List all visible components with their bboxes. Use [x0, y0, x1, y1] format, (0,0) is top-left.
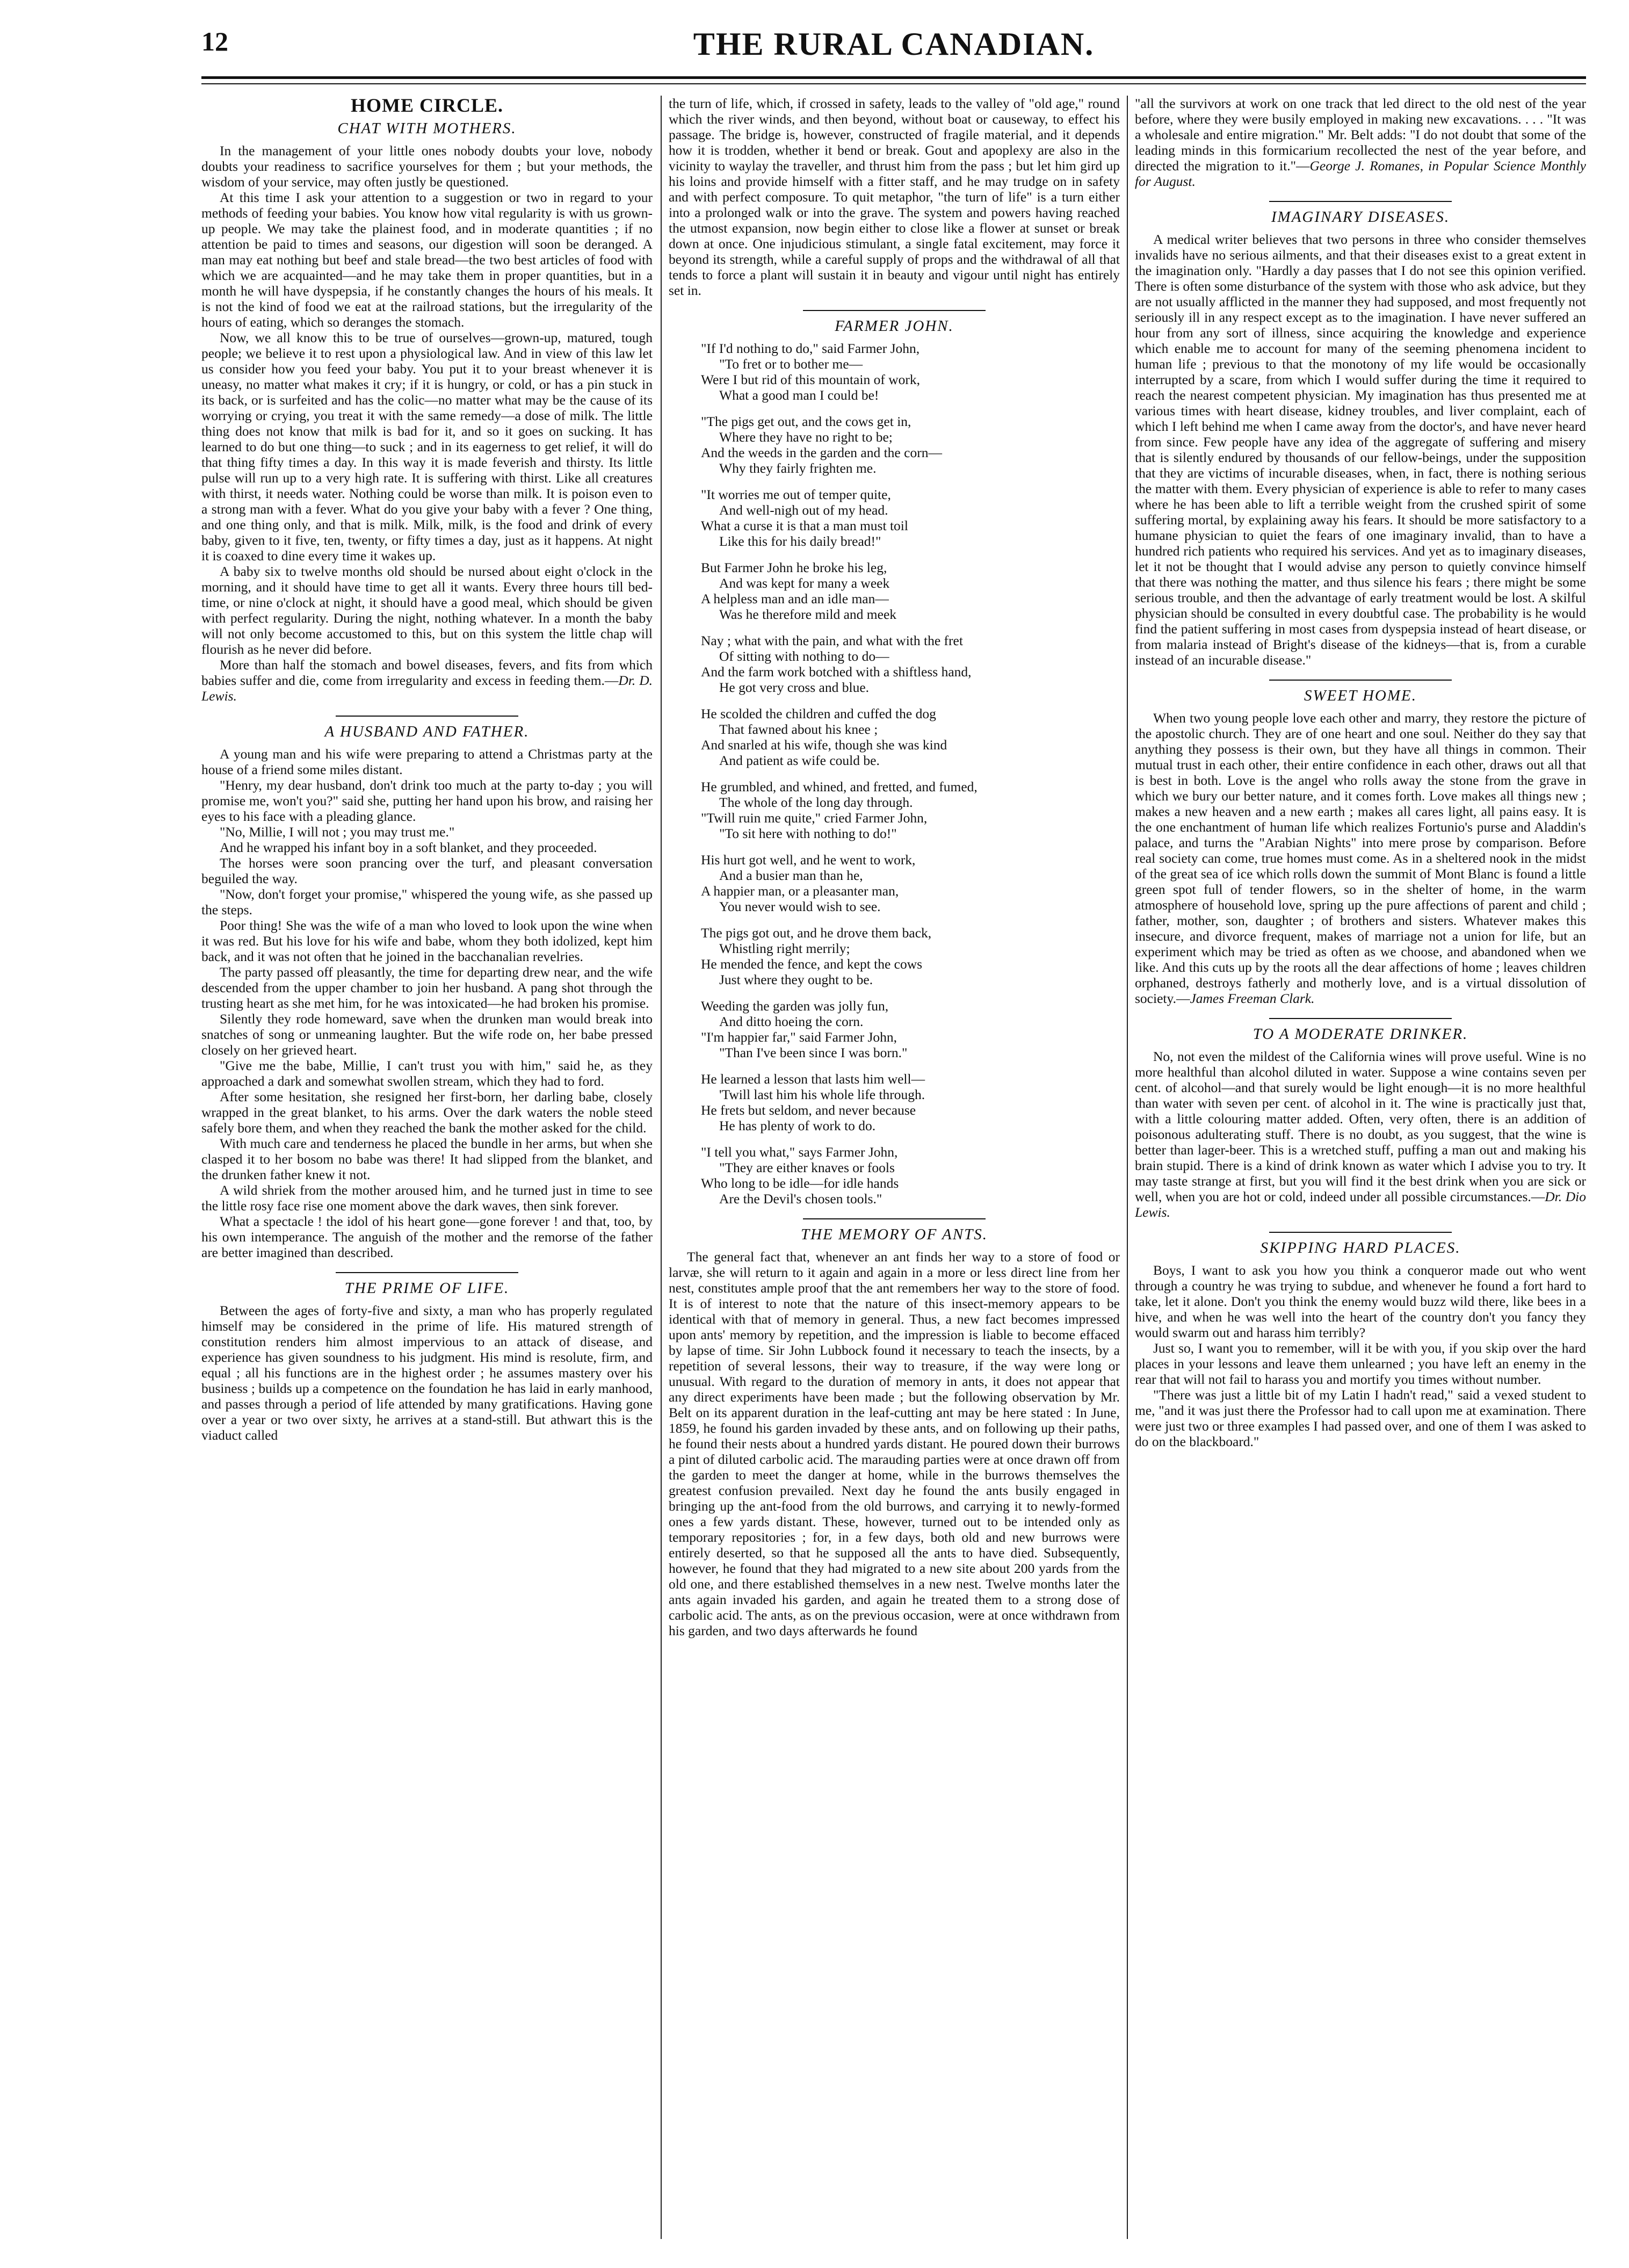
poem-line: The pigs got out, and he drove them back, [701, 925, 932, 941]
poem-stanza [701, 487, 1120, 549]
paragraph-text: More than half the stomach and bowel diseases, fevers, and fits from which babies suffer and die, come from irregularity and excess in feeding them.— [201, 657, 653, 688]
poem-line: And the farm work botched with a shiftless hand, [701, 664, 972, 680]
poem-line: "It worries me out of temper quite, [701, 487, 891, 502]
paragraph: Silently they rode homeward, save when the drunken man would break into snatches of song or unmeaning laughter. But the wife rode on, her babe pressed closely on her grieved heart. [201, 1011, 653, 1058]
paragraph: What a spectacle ! the idol of his heart gone—gone forever ! and that, too, by his own intemperance. The anguish of the mother and the remorse of the father are better imagined than described. [201, 1214, 653, 1260]
poem-line: Just where they ought to be. [719, 972, 873, 987]
article-title: CHAT WITH MOTHERS. [337, 120, 517, 137]
poem-line: A happier man, or a pleasanter man, [701, 883, 899, 899]
poem-line: Was he therefore mild and meek [719, 606, 897, 622]
poem-stanza [701, 414, 1120, 476]
article-divider [1269, 680, 1452, 681]
paragraph: With much care and tenderness he placed the bundle in her arms, but when she clasped it to her bosom no babe was there! It had slipped from the blanket, and the drunken father knew it not. [201, 1136, 653, 1182]
paragraph: And he wrapped his infant boy in a soft blanket, and they proceeded. [220, 840, 597, 855]
byline: George J. Romanes, in Popular Science Monthly for August. [1135, 158, 1586, 189]
article-divider [803, 1218, 986, 1219]
poem-line: You never would wish to see. [719, 899, 881, 914]
poem-line: And ditto hoeing the corn. [719, 1014, 864, 1029]
paragraph: Now, we all know this to be true of ourselves—grown-up, matured, tough people; we believe it to rest upon a physiological law. And in view of this law let us consider how you feed your baby. You put it to your breast whenever it is uneasy, no matter what makes it cry; if it is hungry, or cold, or has a pin stuck in its back, or is surfeited and has the colic—no matter what may be the cause of its worrying or crying, you treat it with the same remedy—a dose of milk. The little thing does not know that milk is bad for it, and so it goes on sucking. It has learned to do but one thing—to suck ; and in its eagerness to get relief, it will do that thing fifty times a day. In this way it is made feverish and thirsty. Its little pulse will run up to a very high rate. It is suffering with thirst. Like all creatures with thirst, it needs water. Nothing could be worse than milk. It is poison even to a strong man with a fever. What do you give your baby with a fever ? One thing, and one thing only, and that is milk. Milk, milk, is the food and drink of every baby, given to it five, ten, twenty, or fifty times a day, just as it happens. At night it is coaxed to dine every time it wakes up. [201, 330, 653, 564]
poem-line: Are the Devil's chosen tools." [719, 1191, 882, 1207]
poem-line: But Farmer John he broke his leg, [701, 560, 887, 575]
paragraph [1135, 710, 1586, 1006]
paragraph: The party passed off pleasantly, the time for departing drew near, and the wife descended from the upper chamber to join her husband. A pang shot through the trusting heart as she met him, for he was intoxicated—he had broken his promise. [201, 964, 653, 1011]
column-1 [201, 96, 653, 2239]
poem-line: He has plenty of work to do. [719, 1118, 876, 1133]
article-divider [336, 716, 518, 717]
poem-line: "To fret or to bother me— [719, 356, 863, 372]
paragraph: "Give me the babe, Millie, I can't trust you with him," said he, as they approached a dark and somewhat swollen stream, which they had to ford. [201, 1058, 653, 1089]
paragraph: Poor thing! She was the wife of a man who loved to look upon the wine when it was red. But his love for his wife and babe, whom they both idolized, kept him back, and it was not often that he joined in the bacchanalian revelries. [201, 918, 653, 964]
poem-stanza [701, 560, 1120, 622]
article-divider [1269, 1018, 1452, 1019]
poem-line: What a good man I could be! [719, 387, 879, 403]
paragraph-continued: the turn of life, which, if crossed in safety, leads to the valley of "old age," round which the river winds, and then beyond, without boat or causeway, to effect his passage. The bridge is, however, constructed of fragile material, and it depends how it is trodden, whether it bend or break. Gout and apoplexy are also in the vicinity to waylay the traveller, and thrust him from the pass ; but let him gird up his loins and provide himself with a fitter staff, and he may trudge on in safety and with perfect composure. To quit metaphor, "the turn of life" is a turn either into a prolonged walk or into the grave. The system and powers having reached the utmost expansion, now begin either to close like a flower at sunset or break down at once. One injudicious stimulant, a single fatal excitement, may force it beyond its strength, while a careful supply of props and the withdrawal of all that tends to force a plant will sustain it in beauty and vigour until night has entirely set in. [669, 96, 1120, 298]
poem-line: Weeding the garden was jolly fun, [701, 998, 889, 1014]
paragraph: The horses were soon prancing over the turf, and pleasant conversation beguiled the way. [201, 855, 653, 886]
poem-line: His hurt got well, and he went to work, [701, 852, 916, 868]
article-title: TO A MODERATE DRINKER. [1252, 1025, 1468, 1043]
paragraph: Between the ages of forty-five and sixty, a man who has properly regulated himself may be considered in the prime of life. His matured strength of constitution renders him almost impervious to an attack of disease, and experience has given soundness to his judgment. His mind is resolute, firm, and equal ; all his functions are in the highest order ; he assumes mastery over his business ; builds up a competence on the foundation he has laid in early manhood, and passes through a period of life attended by many gratifications. Having gone over a year or two over sixty, he arrives at a stand-still. But athwart this is the viaduct called [201, 1303, 653, 1443]
paragraph: "Now, don't forget your promise," whispered the young wife, as she passed up the steps. [201, 886, 653, 918]
poem-line: And patient as wife could be. [719, 753, 880, 768]
poem-line: And a busier man than he, [719, 868, 863, 883]
header-rule-thick [201, 76, 1586, 79]
paragraph: "Henry, my dear husband, don't drink too much at the party to-day ; you will promise me, won't you?" said she, putting her hand upon his brow, and raising her eyes to his face with a pleading glance. [201, 777, 653, 824]
byline: Dr. D. Lewis. [201, 673, 653, 704]
paragraph: "No, Millie, I will not ; you may trust me." [220, 824, 455, 840]
poem-line: He frets but seldom, and never because [701, 1102, 916, 1118]
poem-line: Where they have no right to be; [719, 429, 893, 445]
article-title: SKIPPING HARD PLACES. [1260, 1239, 1461, 1256]
poem-line: "To sit here with nothing to do!" [719, 826, 897, 841]
paragraph: "There was just a little bit of my Latin I hadn't read," said a vexed student to me, "and it was just there the Professor had to call upon me at examination. There were just two or three examples I had passed over, and one of them I was asked to do on the blackboard." [1135, 1387, 1586, 1449]
paragraph: A baby six to twelve months old should be nursed about eight o'clock in the morning, and it should have time to get all it wants. Every three hours till bed-time, or nine o'clock at night, it should have a good meal, which should be given with perfect regularity. During the night, nothing whatever. In a month the baby will not only become accustomed to this, but on this system the little chap will flourish as he never did before. [201, 564, 653, 657]
article-title: THE PRIME OF LIFE. [344, 1280, 510, 1297]
poem-line: And the weeds in the garden and the corn— [701, 445, 942, 460]
paragraph [201, 657, 653, 704]
header-rule-thin [201, 83, 1586, 84]
poem-stanza [701, 706, 1120, 768]
poem-line: "Twill ruin me quite," cried Farmer John, [701, 810, 928, 826]
poem-line: Whistling right merrily; [719, 941, 850, 956]
poem-stanza [701, 925, 1120, 987]
paragraph-continued [1135, 96, 1586, 189]
poem-line: Who long to be idle—for idle hands [701, 1175, 899, 1191]
masthead-title: THE RURAL CANADIAN. [693, 26, 1095, 62]
paragraph-text: No, not even the mildest of the California wines will prove useful. Wine is no more healthful than alcohol diluted in water. Suppose a wine contains seven per cent. of alcohol—and that surely would be light enough—it is no more healthful than water with seven per cent. of alcohol in it. The wine is practically just that, with a little colouring matter added. Often, very often, there is an addition of poisonous adulterating stuff. There is no doubt, as you suggest, that the wine is better than lager-beer. This is a wretched stuff, puffing a man out and making his brain stupid. There is a kind of drink known as water which I advise you to try. It may taste strange at first, but you will find it the best drink when you are sick or well, when you are hot or cold, indeed under all possible circumstances.— [1135, 1049, 1586, 1204]
poem-stanza [701, 852, 1120, 914]
poem-stanza [701, 998, 1120, 1060]
poem-stanza [701, 341, 1120, 403]
poem-line: The whole of the long day through. [719, 794, 913, 810]
poem-line: What a curse it is that a man must toil [701, 518, 908, 533]
poem-line: Were I but rid of this mountain of work, [701, 372, 920, 387]
paragraph: At this time I ask your attention to a suggestion or two in regard to your methods of feeding your babies. You know how vital regularity is with us grown-up people. We may take the plainest food, and in moderate quantities ; if no attention be paid to times and seasons, our digestion will soon be deranged. A man may eat nothing but beef and stale bread—the two best articles of food with which we are acquainted—and he may take them in proper quantities, but in a month he will have dyspepsia, if he constantly changes the hours of his meals. It is not the kind of food we eat at the railroad stations, but the irregularity of the hours of eating, which so deranges the stomach. [201, 190, 653, 330]
poem-line: And well-nigh out of my head. [719, 502, 888, 518]
poem-line: A helpless man and an idle man— [701, 591, 889, 606]
article-title: A HUSBAND AND FATHER. [324, 723, 530, 740]
article-title: IMAGINARY DISEASES. [1271, 208, 1450, 226]
article-divider [336, 1272, 518, 1273]
poem-stanza [701, 1144, 1120, 1207]
poem-line: "I'm happier far," said Farmer John, [701, 1029, 897, 1045]
poem-line: He scolded the children and cuffed the dog [701, 706, 936, 721]
poem-line: He learned a lesson that lasts him well— [701, 1071, 925, 1087]
paragraph [1135, 1049, 1586, 1220]
poem-line: He got very cross and blue. [719, 680, 870, 695]
paragraph-text: When two young people love each other and marry, they restore the picture of the apostolic church. They are of one heart and one soul. Neither do they say that anything they possess is their own, but they have all things in common. Their mutual trust in each other, their entire confidence in each other, draws out all that is best in both. Love is the angel who rolls away the stone from the grave in which we bury our better nature, and it comes forth. Love makes all things new ; makes a new heaven and a new earth ; makes all cares light, all pains easy. It is the one enchantment of human life which realizes Fortunio's purse and Aladdin's palace, and turns the "Arabian Nights" into mere prose by comparison. Before real society can come, true homes must come. As in a sheltered nook in the midst of the great sea of ice which rolls down the summit of Mont Blanc is found a little green spot full of tender flowers, so in the shelter of home, in the warm atmosphere of household love, spring up the pure affections of parent and child ; father, mother, son, daughter ; of brothers and sisters. Whatever makes this insecure, and divorce frequent, makes of marriage not a union for life, but an experiment which may be tried as often as we choose, and abandoned when we like. And this cuts up by the roots all the dear affections of home ; leaves children orphaned, destroys fatherly and motherly love, and is a virtual dissolution of society.— [1135, 710, 1586, 1006]
poem-line: Like this for his daily bread!" [719, 533, 881, 549]
poem-line: He grumbled, and whined, and fretted, and fumed, [701, 779, 978, 794]
poem-line: "The pigs get out, and the cows get in, [701, 414, 911, 429]
paragraph: The general fact that, whenever an ant finds her way to a store of food or larvæ, she will return to it again and again in a more or less direct line from her nest, constitutes ample proof that the ant remembers her way to the store of food. It is of interest to note that the nature of this insect-memory appears to be identical with that of memory in general. Thus, a new fact becomes impressed upon ants' memory by repetition, and the impression is liable to become effaced by lapse of time. Sir John Lubbock found it necessary to teach the insects, by a repetition of several lessons, their way to treasure, if the way were long or unusual. With regard to the duration of memory in ants, it does not appear that any direct experiments have been made ; but the following observation by Mr. Belt on its apparent duration in the leaf-cutting ant may be here stated : In June, 1859, he found his garden invaded by these ants, and on following up their paths, he found their nests about a hundred yards distant. He poured down their burrows a pint of diluted carbolic acid. The marauding parties were at once drawn off from the garden to meet the danger at home, while in the burrows themselves the greatest confusion prevailed. Next day he found the ants busily engaged in bringing up the ant-food from the old burrows, and carrying it to newly-formed ones a few yards distant. These, however, turned out to be intended only as temporary repositories ; for, in a few days, both old and new burrows were entirely deserted, so that he supposed all the ants to have died. Subsequently, however, he found that they had migrated to a new site about 200 yards from the old one, and there established themselves in a new nest. Twelve months later the ants again invaded his garden, and again he treated them to a strong dose of carbolic acid. The ants, as on the previous occasion, were at once withdrawn from his garden, and two days afterwards he found [669, 1249, 1120, 1638]
poem-line: "They are either knaves or fools [719, 1160, 895, 1175]
byline: James Freeman Clark. [1190, 991, 1315, 1006]
paragraph: A young man and his wife were preparing to attend a Christmas party at the house of a friend some miles distant. [201, 746, 653, 777]
article-divider [1269, 201, 1452, 202]
article-divider [1269, 1232, 1452, 1233]
poem-line: "Than I've been since I was born." [719, 1045, 908, 1060]
paragraph: Boys, I want to ask you how you think a conqueror made out who went through a country he was trying to subdue, and whenever he found a fort hard to take, let it alone. Don't you think the enemy would buzz wild there, like bees in a hive, and when he was well into the heart of the country don't you fancy they would swarm out and harass him terribly? [1135, 1262, 1586, 1340]
poem-line: "If I'd nothing to do," said Farmer John, [701, 341, 920, 356]
article-title: FARMER JOHN. [835, 317, 954, 335]
poem-line: That fawned about his knee ; [719, 721, 878, 737]
byline: Dr. Dio Lewis. [1135, 1189, 1586, 1220]
paragraph: After some hesitation, she resigned her first-born, her darling babe, closely wrapped in the great blanket, to his arms. Over the dark waters the noble steed safely bore them, and when they reached the bank the mother asked for the child. [201, 1089, 653, 1136]
column-3 [1135, 96, 1586, 2239]
poem-line: And was kept for many a week [719, 575, 890, 591]
poem-line: "I tell you what," says Farmer John, [701, 1144, 898, 1160]
poem-line: And snarled at his wife, though she was kind [701, 737, 947, 753]
poem-stanza [701, 633, 1120, 695]
paragraph: A wild shriek from the mother aroused him, and he turned just in time to see the little rosy face rise one moment above the dark waves, then sink forever. [201, 1182, 653, 1214]
column-divider [1127, 96, 1128, 2239]
poem-stanza [701, 779, 1120, 841]
article-title: THE MEMORY OF ANTS. [801, 1226, 988, 1243]
poem [669, 341, 1120, 1207]
page-number: 12 [201, 26, 228, 56]
poem-line: He mended the fence, and kept the cows [701, 956, 923, 972]
paragraph: In the management of your little ones nobody doubts your love, nobody doubts your readiness to sacrifice yourselves for them ; but your methods, the wisdom of your service, may often justly be questioned. [201, 143, 653, 190]
paragraph: A medical writer believes that two persons in three who consider themselves invalids have no serious ailments, and that their diseases exist to a great extent in the imagination only. "Hardly a day passes that I do not see this opinion verified. There is often some disturbance of the system with those who ask advice, but they are not usually afflicted in the manner they had supposed, and most frequently not seriously ill in any respect except as to the imagination. I have never suffered an hour from any sort of illness, since acquiring the knowledge and experience which enable me to account for many of the seeming phenomena incident to human life ; previous to that the monotony of my life would be occasionally interrupted by a scare, from which I would suffer during the time it required to reach the nearest competent physician. My imagination has thus presented me at various times with heart disease, kidney troubles, and liver complaint, each of which I left behind me when I came away from the doctor's, and have never heard from since. Few people have any idea of the aggregate of suffering and misery that is silently endured by thousands of our fellow-beings, under the supposition that they are victims of incurable diseases, when, in fact, there is nothing serious the matter with them. Every physician of experience is able to refer to many cases where he has been able to lift a terrible weight from the crushed spirit of some suffering mortal, by explaining away his fears. It should be more satisfactory to a humane physician to quiet the fears of one imaginary invalid, than to have a hundred rich patients who required his services. And yet as to imaginary diseases, let it not be thought that I would advise any person to quietly convince himself that there was nothing the matter, and thus silence his fears ; there might be some serious trouble, and then the advantage of early treatment would be lost. A skilful physician should be consulted in every doubtful case. The probability is he would find the patient suffering in most cases from dyspepsia instead of heart disease, or from malaria instead of Bright's disease of the kidneys—that is, from a curable instead of an incurable disease." [1135, 232, 1586, 668]
poem-stanza [701, 1071, 1120, 1133]
section-heading: HOME CIRCLE. [350, 96, 504, 116]
column-2 [669, 96, 1120, 2239]
poem-line: Why they fairly frighten me. [719, 460, 877, 476]
poem-line: Nay ; what with the pain, and what with the fret [701, 633, 963, 648]
column-divider [661, 96, 662, 2239]
paragraph-text: "all the survivors at work on one track that led direct to the old nest of the year before, where they were busily employed in making new excavations. . . . "It was a wholesale and entire migration." Mr. Belt adds: "I do not doubt that some of the leading minds in this formicarium recollected the nest of the year before, and directed the migration to it."— [1135, 96, 1586, 174]
article-divider [803, 310, 986, 311]
paragraph: Just so, I want you to remember, will it be with you, if you skip over the hard places in your lessons and leave them unlearned ; you have left an enemy in the rear that will not fail to harass you and mortify you times without number. [1135, 1340, 1586, 1387]
poem-line: Of sitting with nothing to do— [719, 648, 889, 664]
poem-line: 'Twill last him his whole life through. [719, 1087, 925, 1102]
article-title: SWEET HOME. [1304, 687, 1417, 704]
